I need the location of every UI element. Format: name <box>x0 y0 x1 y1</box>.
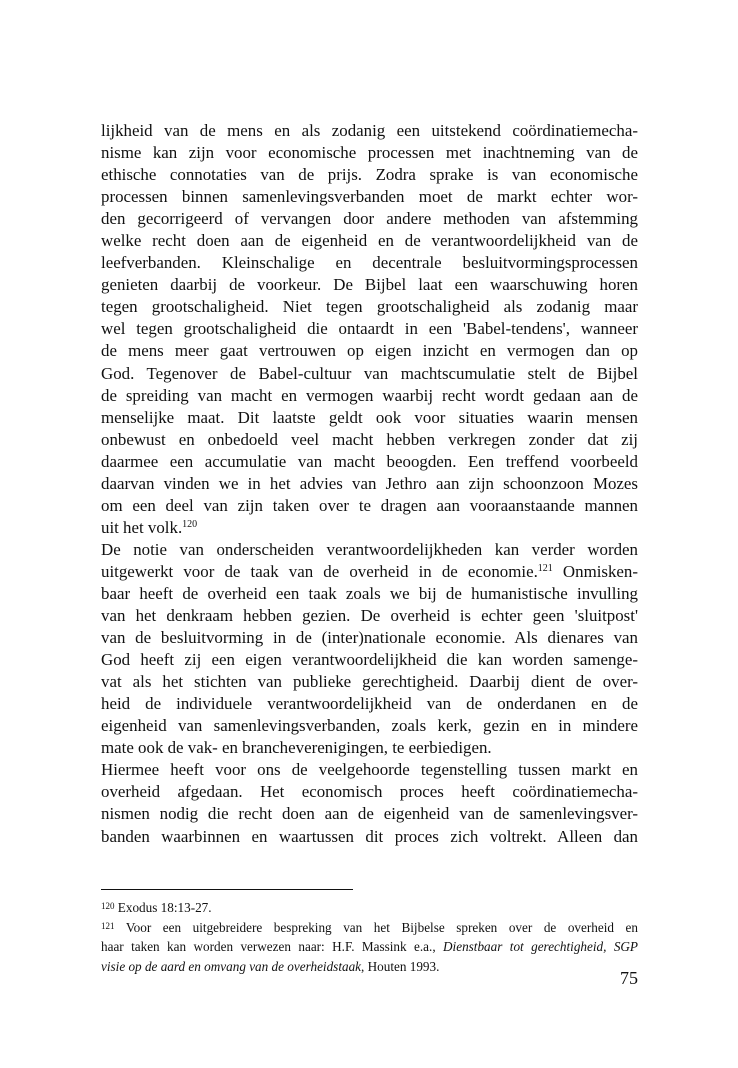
paragraph-2 <box>101 539 638 759</box>
footnote-number: 121 <box>101 920 115 931</box>
text-line: processen binnen samenlevingsverbanden moet de markt echter wor- <box>101 187 638 207</box>
text-line: nisme kan zijn voor economische processen met inachtneming van de <box>101 143 638 163</box>
footnote-ref-121[interactable]: 121 <box>537 562 553 574</box>
footnote-text: haar taken kan worden verwezen naar: H.F. Massink e.a., <box>101 939 444 954</box>
footnote-number: 120 <box>101 901 115 911</box>
text-line: de mens meer gaat vertrouwen op eigen inzicht en vermogen dan op <box>101 341 638 361</box>
footnote-text: , Houten 1993. <box>361 958 440 974</box>
footnote-line <box>101 957 638 977</box>
text-line: tegen grootschaligheid. Niet tegen grootschaligheid als zodanig maar <box>101 297 638 317</box>
text-line: welke recht doen aan de eigenheid en de verantwoordelijkheid van de <box>101 231 638 251</box>
text-line: van het denkraam hebben gezien. De overheid is echter geen 'sluitpost' <box>101 606 638 626</box>
text-line: van de besluitvorming in de (inter)nationale economie. Als dienares van <box>101 628 638 648</box>
text-line: den gecorrigeerd of vervangen door andere methoden van afstemming <box>101 209 638 229</box>
text-line: leefverbanden. Kleinschalige en decentrale besluitvormingsprocessen <box>101 253 638 273</box>
footnote-120 <box>101 898 638 918</box>
footnote-ref-120[interactable]: 120 <box>182 518 198 530</box>
text-fragment: uitgewerkt voor de taak van de overheid in de economie. <box>101 561 538 581</box>
text-line: nismen nodig die recht doen aan de eigenheid van de samenlevingsver- <box>101 804 638 824</box>
body-text <box>101 120 638 848</box>
text-line: lijkheid van de mens en als zodanig een uitstekend coördinatiemecha- <box>101 121 638 140</box>
text-line: God heeft zij een eigen verantwoordelijkheid die kan worden samenge- <box>101 650 638 670</box>
text-line: overheid afgedaan. Het economisch proces heeft coördinatiemecha- <box>101 782 638 802</box>
text-line <box>101 561 638 583</box>
text-fragment: uit het volk. <box>101 517 183 537</box>
footnotes <box>101 898 638 976</box>
text-line: genieten daarbij de voorkeur. De Bijbel laat een waarschuwing horen <box>101 275 638 295</box>
text-line: mate ook de vak- en brancheverenigingen, te eerbiedigen. <box>101 738 492 758</box>
text-line: daarvan vinden we in het advies van Jethro aan zijn schoonzoon Mozes <box>101 473 638 493</box>
text-line: God. Tegenover de Babel-cultuur van machtscumulatie stelt de Bijbel <box>101 363 638 383</box>
footnote-121 <box>101 918 638 938</box>
text-line: Hiermee heeft voor ons de veelgehoorde tegenstelling tussen markt en <box>101 760 638 780</box>
text-line: ethische connotaties van de prijs. Zodra sprake is van economische <box>101 165 638 185</box>
footnote-text: Exodus 18:13-27. <box>114 900 212 915</box>
text-fragment: Onmisken- <box>552 561 638 581</box>
footnote-text: Voor een uitgebreidere bespreking van het Bijbelse spreken over de overheid en <box>114 919 638 935</box>
text-line: menselijke maat. Dit laatste geldt ook voor situaties waarin mensen <box>101 407 638 427</box>
footnote-separator <box>101 889 353 890</box>
text-line: wel tegen grootschaligheid die ontaardt in een 'Babel-tendens', wanneer <box>101 319 638 339</box>
text-line: de spreiding van macht en vermogen waarbij recht wordt gedaan aan de <box>101 385 638 405</box>
text-line: onbewust en onbedoeld veel macht hebben verkregen zonder dat zij <box>101 429 638 449</box>
text-line: baar heeft de overheid een taak zoals we bij de humanistische invulling <box>101 583 638 603</box>
footnote-line <box>101 937 638 957</box>
text-line: banden waarbinnen en waartussen dit proces zich voltrekt. Alleen dan <box>101 826 638 846</box>
text-line: vat als het stichten van publieke gerechtigheid. Daarbij dient de over- <box>101 672 638 692</box>
text-line: daarmee een accumulatie van macht beoogden. Een treffend voorbeeld <box>101 451 638 471</box>
text-line: heid de individuele verantwoordelijkheid van de onderdanen en de <box>101 694 638 714</box>
paragraph-1 <box>101 120 638 539</box>
book-title: Dienstbaar tot gerechtigheid, SGP <box>443 939 638 954</box>
page-number: 75 <box>620 968 638 988</box>
text-line: eigenheid van samenlevingsverbanden, zoals kerk, gezin en in mindere <box>101 716 638 736</box>
book-title: visie op de aard en omvang van de overheidstaak <box>101 958 362 974</box>
text-line: De notie van onderscheiden verantwoordelijkheden kan verder worden <box>101 539 638 559</box>
text-line <box>101 517 638 539</box>
text-line: om een deel van zijn taken over te dragen aan vooraanstaande mannen <box>101 495 638 515</box>
paragraph-3 <box>101 759 638 847</box>
